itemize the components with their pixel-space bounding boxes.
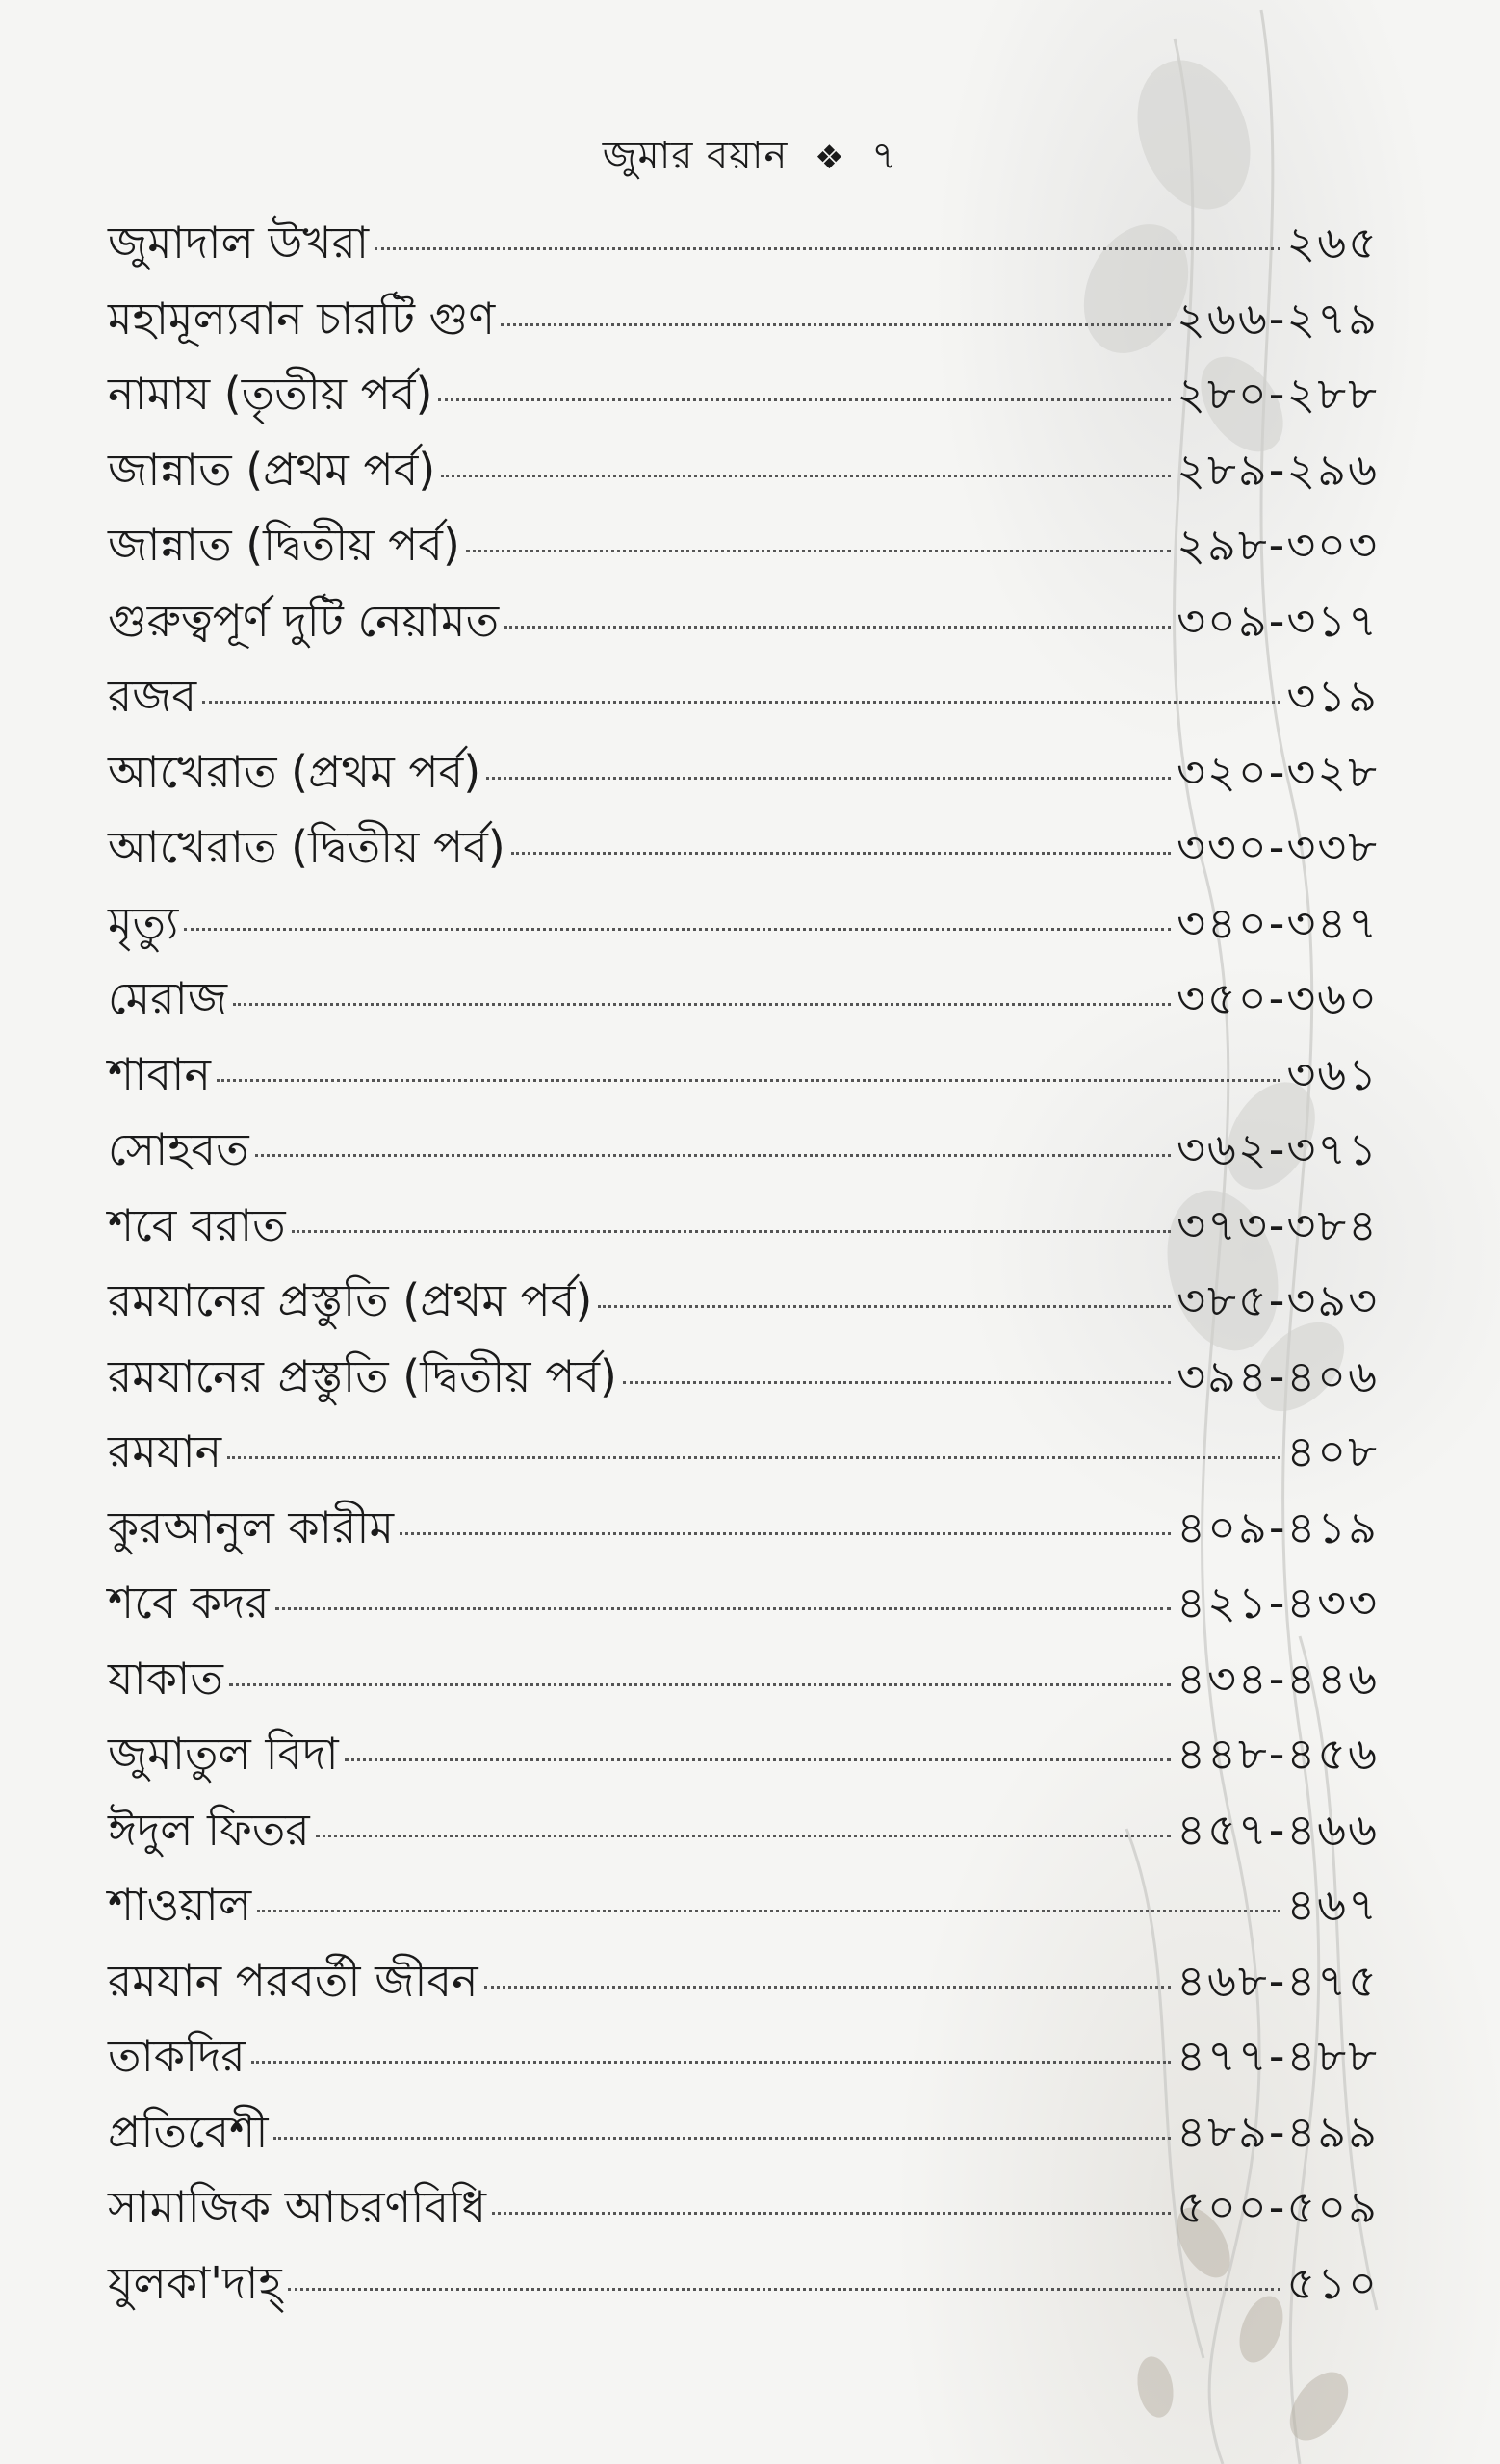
toc-entry-title: জুমাদাল উখরা (108, 217, 370, 269)
toc-entry-title: জুমাতুল বিদা (108, 1728, 339, 1780)
toc-entry-title: রমযান (108, 1425, 222, 1477)
toc-entry (108, 814, 1379, 890)
toc-entry (108, 1116, 1379, 1193)
dot-leader (202, 701, 1280, 704)
toc-entry-pages: ৩৪০-৩৪৭ (1177, 896, 1379, 949)
running-header (0, 125, 1500, 190)
toc-entry (108, 1948, 1379, 2024)
toc-entry-pages: ২৮৯-২৯৬ (1177, 443, 1379, 496)
table-of-contents (108, 210, 1379, 2325)
dot-leader (233, 1003, 1171, 1006)
toc-entry-title: শাবান (108, 1047, 211, 1100)
toc-entry-title: আখেরাত (প্রথম পর্ব) (108, 745, 481, 798)
toc-entry-pages: ৪৬৭ (1286, 1879, 1379, 1931)
toc-entry-title: মেরাজ (108, 972, 228, 1024)
toc-entry-title: রমযানের প্রস্তুতি (প্রথম পর্ব) (108, 1274, 593, 1326)
dot-leader (492, 2212, 1171, 2215)
toc-entry-pages: ৪৩৪-৪৪৬ (1177, 1652, 1379, 1705)
dot-leader (511, 852, 1171, 855)
toc-entry (108, 739, 1379, 815)
toc-entry-pages: ৪০৯-৪১৯ (1177, 1501, 1379, 1553)
toc-entry-title: শবে বরাত (108, 1198, 286, 1251)
page-number: ৭ (871, 134, 898, 178)
toc-entry-title: যুলকা'দাহ্‌ (108, 2256, 282, 2309)
toc-entry (108, 1797, 1379, 1873)
toc-entry (108, 1570, 1379, 1646)
toc-entry (108, 1193, 1379, 1269)
toc-entry-pages: ৪৮৯-৪৯৯ (1177, 2105, 1379, 2158)
toc-entry (108, 1041, 1379, 1117)
toc-entry-pages: ৩১৯ (1286, 670, 1379, 722)
dot-leader (466, 550, 1171, 552)
toc-entry-pages: ৩৯৪-৪০৬ (1177, 1349, 1379, 1402)
toc-entry-pages: ৪৫৭-৪৬৬ (1177, 1803, 1379, 1856)
toc-entry-pages: ৪৬৮-৪৭৫ (1177, 1954, 1379, 2007)
toc-entry-title: শাওয়াল (108, 1879, 252, 1931)
dot-leader (438, 398, 1171, 401)
dot-leader (227, 1456, 1280, 1459)
toc-entry-pages: ২৬৬-২৭৯ (1177, 292, 1379, 345)
toc-entry-title: মৃত্যু (108, 896, 179, 949)
toc-entry-pages: ৪৪৮-৪৫৬ (1177, 1728, 1379, 1780)
toc-entry (108, 663, 1379, 739)
toc-entry-pages: ৩৩০-৩৩৮ (1177, 821, 1379, 873)
book-title: জুমার বয়ান (602, 134, 789, 178)
toc-entry (108, 1419, 1379, 1495)
toc-entry-title: শবে কদর (108, 1577, 270, 1629)
dot-leader (257, 1910, 1280, 1912)
toc-entry-title: প্রতিবেশী (108, 2105, 269, 2158)
toc-entry (108, 2099, 1379, 2175)
dot-leader (441, 475, 1171, 477)
toc-entry-pages: ২৮০-২৮৮ (1177, 368, 1379, 420)
toc-entry-title: যাকাত (108, 1652, 223, 1705)
toc-entry (108, 588, 1379, 664)
toc-entry (108, 1268, 1379, 1344)
toc-entry (108, 2174, 1379, 2250)
dot-leader (375, 247, 1280, 250)
toc-entry-pages: ৫১০ (1286, 2256, 1379, 2309)
toc-entry (108, 2023, 1379, 2099)
dot-leader (251, 2061, 1172, 2064)
toc-entry-pages: ৪৭৭-৪৮৮ (1177, 2030, 1379, 2082)
toc-entry-pages: ৪০৮ (1286, 1425, 1379, 1477)
toc-entry-title: মহামূল্যবান চারটি গুণ (108, 292, 496, 345)
toc-entry-pages: ২৬৫ (1286, 217, 1379, 269)
toc-entry (108, 2250, 1379, 2326)
toc-entry-pages: ৩৬২-৩৭১ (1177, 1123, 1379, 1175)
toc-entry-pages: ৩৬১ (1286, 1047, 1379, 1100)
dot-leader (184, 928, 1171, 931)
toc-entry-title: জান্নাত (দ্বিতীয় পর্ব) (108, 519, 460, 571)
toc-entry-pages: ৩৭৩-৩৮৪ (1177, 1198, 1379, 1251)
toc-entry (108, 1344, 1379, 1420)
dot-leader (292, 1230, 1171, 1233)
dot-leader (288, 2288, 1281, 2291)
dot-leader (273, 2137, 1171, 2140)
toc-entry (108, 210, 1379, 286)
toc-entry-pages: ৩৫০-৩৬০ (1177, 972, 1379, 1024)
dot-leader (345, 1758, 1172, 1761)
toc-entry (108, 1872, 1379, 1948)
toc-entry-title: রমযান পরবর্তী জীবন (108, 1954, 478, 2007)
dot-leader (229, 1683, 1171, 1686)
toc-entry-title: রমযানের প্রস্তুতি (দ্বিতীয় পর্ব) (108, 1349, 617, 1402)
toc-entry (108, 361, 1379, 437)
dot-leader (501, 323, 1171, 326)
toc-entry-pages: ৫০০-৫০৯ (1177, 2181, 1379, 2233)
toc-entry-title: গুরুত্বপূর্ণ দুটি নেয়ামত (108, 594, 500, 647)
toc-entry-pages: ২৯৮-৩০৩ (1177, 519, 1379, 571)
toc-entry (108, 286, 1379, 362)
toc-entry-pages: ৩২০-৩২৮ (1177, 745, 1379, 798)
toc-entry (108, 512, 1379, 588)
toc-entry (108, 1646, 1379, 1722)
ornament-separator-icon: ❖ (815, 139, 845, 177)
toc-entry-title: জান্নাত (প্রথম পর্ব) (108, 443, 436, 496)
dot-leader (484, 1986, 1172, 1989)
toc-entry-title: কুরআনুল কারীম (108, 1501, 395, 1553)
toc-entry (108, 1721, 1379, 1797)
toc-entry-pages: ৩০৯-৩১৭ (1177, 594, 1379, 647)
toc-entry (108, 437, 1379, 513)
toc-entry-title: তাকদির (108, 2030, 246, 2082)
toc-entry-pages: ৪২১-৪৩৩ (1177, 1577, 1379, 1629)
toc-entry-title: রজব (108, 670, 197, 722)
dot-leader (400, 1532, 1171, 1535)
dot-leader (623, 1381, 1171, 1384)
toc-entry-pages: ৩৮৫-৩৯৩ (1177, 1274, 1379, 1326)
dot-leader (275, 1607, 1172, 1610)
dot-leader (598, 1305, 1171, 1308)
dot-leader (217, 1079, 1280, 1082)
toc-entry-title: আখেরাত (দ্বিতীয় পর্ব) (108, 821, 505, 873)
toc-entry-title: নামায (তৃতীয় পর্ব) (108, 368, 433, 420)
toc-entry-title: ঈদুল ফিতর (108, 1803, 310, 1856)
toc-entry (108, 965, 1379, 1041)
toc-entry-title: সোহবত (108, 1123, 249, 1175)
dot-leader (504, 626, 1171, 629)
dot-leader (255, 1154, 1171, 1157)
toc-entry (108, 1495, 1379, 1571)
dot-leader (486, 777, 1171, 780)
toc-entry-title: সামাজিক আচরণবিধি (108, 2181, 487, 2233)
toc-entry (108, 890, 1379, 966)
dot-leader (316, 1835, 1171, 1837)
